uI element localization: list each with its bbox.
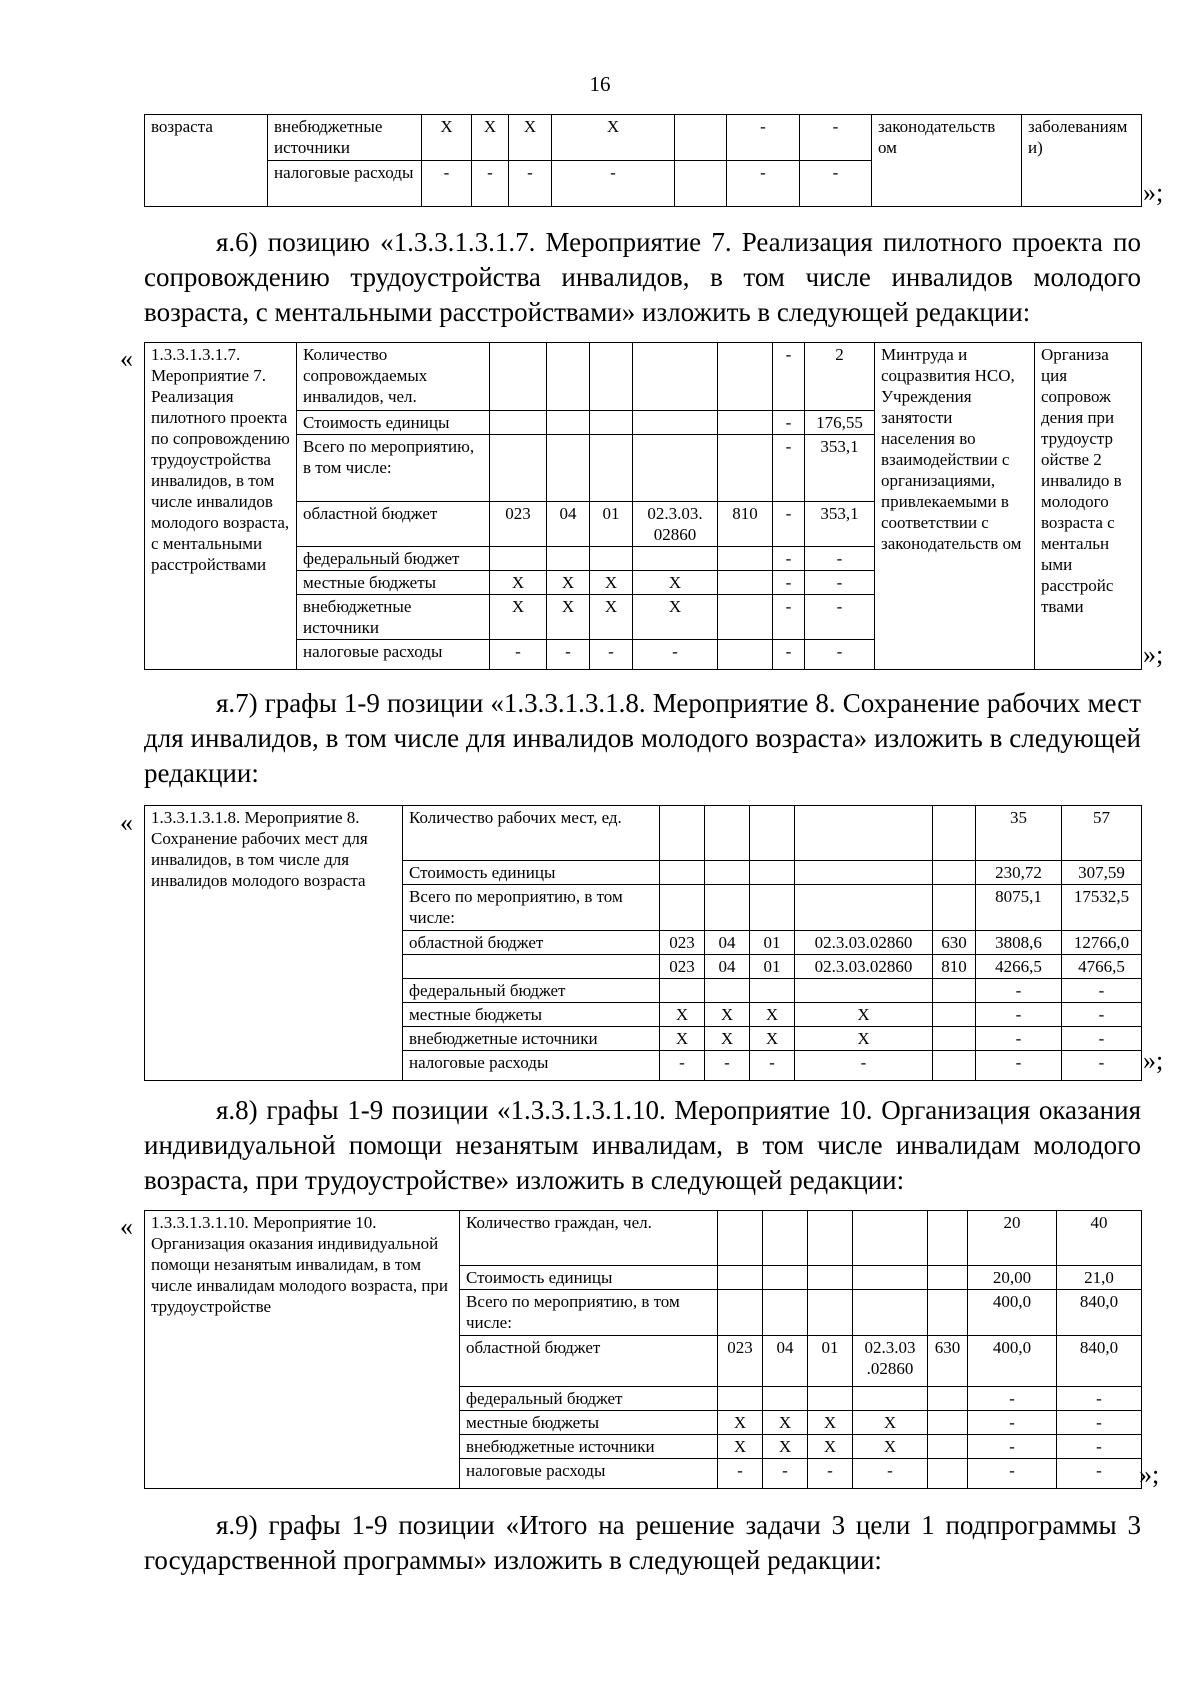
- table-cell: [933, 979, 976, 1003]
- table-cell: X: [472, 115, 509, 161]
- row-label: местные бюджеты: [460, 1411, 718, 1435]
- table-cell: X: [795, 1003, 933, 1027]
- table-cell: -: [805, 595, 875, 640]
- row-label: федеральный бюджет: [403, 979, 660, 1003]
- table-cell: 01: [808, 1336, 853, 1387]
- table-cell: [590, 547, 633, 571]
- table-cell: -: [660, 1051, 705, 1081]
- table-cell: 840,0: [1057, 1336, 1142, 1387]
- table-cell: [853, 1211, 928, 1266]
- table-cell: X: [718, 1411, 763, 1435]
- table-cell: 17532,5: [1062, 885, 1142, 931]
- table-cell: 810: [718, 502, 773, 547]
- table-cell: -: [705, 1051, 750, 1081]
- quote-close: »;: [1143, 640, 1164, 669]
- table-cell: 21,0: [1057, 1266, 1142, 1290]
- table-cell: 01: [750, 955, 795, 979]
- table-cell: X: [750, 1027, 795, 1051]
- table-cell: [853, 1387, 928, 1411]
- table-cell: [763, 1211, 808, 1266]
- table-cell: -: [773, 571, 805, 595]
- table-cell: [705, 885, 750, 931]
- table-cell: [718, 1387, 763, 1411]
- row-label: Количество граждан, чел.: [460, 1211, 718, 1266]
- quote-open: «: [120, 1212, 133, 1241]
- table-cell: [660, 861, 705, 885]
- table-cell: -: [1057, 1459, 1142, 1489]
- table-cell: 01: [590, 502, 633, 547]
- table-cell: -: [773, 595, 805, 640]
- table-cell: 02.3.03.02860: [795, 931, 933, 955]
- table-cell: [718, 571, 773, 595]
- table-cell: [490, 547, 547, 571]
- row-label: внебюджетные источники: [403, 1027, 660, 1051]
- table-cell: [795, 861, 933, 885]
- row-label: местные бюджеты: [297, 571, 490, 595]
- table-cell: -: [763, 1459, 808, 1489]
- table-cell: [718, 1211, 763, 1266]
- table-cell: -: [633, 640, 718, 670]
- table-cell: [490, 343, 547, 411]
- table-cell: [590, 343, 633, 411]
- table-cell: X: [705, 1003, 750, 1027]
- table-cell: -: [547, 640, 590, 670]
- table-cell: -: [976, 979, 1062, 1003]
- table-cell: -: [976, 1051, 1062, 1081]
- table-cell: [660, 979, 705, 1003]
- table-cell: [547, 435, 590, 502]
- table-cell: X: [547, 571, 590, 595]
- table-cell: -: [773, 411, 805, 435]
- table-cell: [718, 435, 773, 502]
- table-cell: [718, 640, 773, 670]
- table-cell: [808, 1290, 853, 1336]
- table-cell: [718, 547, 773, 571]
- table-cell: -: [1057, 1435, 1142, 1459]
- table-cell: -: [968, 1435, 1057, 1459]
- table-cell: 02.3.03 .02860: [853, 1336, 928, 1387]
- table-cell: X: [490, 595, 547, 640]
- table-cell: [750, 885, 795, 931]
- quote-close: »;: [1143, 178, 1164, 207]
- table-cell: X: [763, 1411, 808, 1435]
- table-cell: 8075,1: [976, 885, 1062, 931]
- table-cell: [808, 1266, 853, 1290]
- table-cell: [928, 1211, 968, 1266]
- table-cell: -: [1057, 1387, 1142, 1411]
- top-row1-label: внебюджетные источники: [268, 115, 422, 161]
- row-label: внебюджетные источники: [297, 595, 490, 640]
- row-label: федеральный бюджет: [297, 547, 490, 571]
- measure-7-name: 1.3.3.1.3.1.7. Мероприятие 7. Реализация пилотного проекта по сопровождению трудоустройства инвалидов, в том числе инвалидов молодого возраста, с ментальными расстройствами: [145, 343, 297, 670]
- table-cell: -: [718, 1459, 763, 1489]
- table-cell: [633, 411, 718, 435]
- row-label: Всего по мероприятию, в том числе:: [403, 885, 660, 931]
- table-cell: -: [805, 547, 875, 571]
- table-cell: -: [773, 547, 805, 571]
- row-label: Стоимость единицы: [297, 411, 490, 435]
- table-cell: [718, 411, 773, 435]
- table-cell: -: [773, 435, 805, 502]
- row-label: [403, 955, 660, 979]
- table-cell: -: [968, 1459, 1057, 1489]
- table-cell: -: [422, 161, 472, 207]
- quote-close: »;: [1139, 1460, 1160, 1489]
- table-cell: X: [705, 1027, 750, 1051]
- table-cell: -: [808, 1459, 853, 1489]
- table-cell: X: [490, 571, 547, 595]
- table-cell: [705, 979, 750, 1003]
- table-cell: -: [976, 1027, 1062, 1051]
- table-cell: [928, 1290, 968, 1336]
- quote-open: «: [120, 808, 133, 837]
- table-cell: 02.3.03. 02860: [633, 502, 718, 547]
- table-cell: 04: [705, 931, 750, 955]
- row-label: Стоимость единицы: [403, 861, 660, 885]
- table-cell: [705, 861, 750, 885]
- measure-8-name: 1.3.3.1.3.1.8. Мероприятие 8. Сохранение рабочих мест для инвалидов, в том числе для инвалидов молодого возраста: [145, 806, 403, 1081]
- table-cell: 04: [705, 955, 750, 979]
- measure-7-executor: Минтруда и соцразвития НСО, Учреждения занятости населения во взаимодействии с организациями, привлекаемыми в соответствии с законодательств ом: [875, 343, 1035, 670]
- table-cell: 840,0: [1057, 1290, 1142, 1336]
- row-label: областной бюджет: [403, 931, 660, 955]
- table-cell: [718, 1266, 763, 1290]
- table-cell: [718, 595, 773, 640]
- table-cell: 40: [1057, 1211, 1142, 1266]
- page-number: 16: [589, 72, 611, 96]
- table-cell: 023: [660, 955, 705, 979]
- quote-close: »;: [1143, 1046, 1164, 1075]
- table-cell: 04: [547, 502, 590, 547]
- table-cell: X: [590, 595, 633, 640]
- table-cell: [763, 1266, 808, 1290]
- paragraph-6: я.6) позицию «1.3.3.1.3.1.7. Мероприятие 7. Реализация пилотного проекта по сопровождению трудоустройства инвалидов, в том числе инвалидов молодого возраста, с ментальными расстройствами» изложить в следующей редакции:: [144, 227, 1141, 327]
- table-cell: 810: [933, 955, 976, 979]
- table-cell: [808, 1211, 853, 1266]
- table-cell: X: [808, 1411, 853, 1435]
- table-cell: [675, 161, 727, 207]
- table-cell: [750, 806, 795, 861]
- quote-open: «: [120, 344, 133, 373]
- table-cell: -: [490, 640, 547, 670]
- table-cell: -: [968, 1387, 1057, 1411]
- table-cell: 230,72: [976, 861, 1062, 885]
- table-cell: -: [552, 161, 675, 207]
- table-cell: -: [750, 1051, 795, 1081]
- table-cell: [853, 1290, 928, 1336]
- table-cell: 01: [750, 931, 795, 955]
- table-cell: [933, 1027, 976, 1051]
- table-cell: -: [1062, 979, 1142, 1003]
- table-cell: 12766,0: [1062, 931, 1142, 955]
- table-cell: X: [853, 1435, 928, 1459]
- table-cell: -: [1057, 1411, 1142, 1435]
- table-cell: [795, 885, 933, 931]
- table-cell: X: [552, 115, 675, 161]
- table-cell: 57: [1062, 806, 1142, 861]
- table-cell: X: [633, 571, 718, 595]
- table-measure-7: [144, 342, 1142, 670]
- table-cell: -: [968, 1411, 1057, 1435]
- table-cell: 023: [490, 502, 547, 547]
- table-cell: 04: [763, 1336, 808, 1387]
- table-cell: X: [795, 1027, 933, 1051]
- table-cell: 353,1: [805, 435, 875, 502]
- row-label: местные бюджеты: [403, 1003, 660, 1027]
- table-cell: X: [422, 115, 472, 161]
- table-cell: [763, 1290, 808, 1336]
- table-cell: -: [590, 640, 633, 670]
- table-cell: 35: [976, 806, 1062, 861]
- table-cell: [590, 411, 633, 435]
- table-cell: X: [509, 115, 552, 161]
- table-cell: -: [1062, 1027, 1142, 1051]
- table-cell: -: [509, 161, 552, 207]
- table-cell: [705, 806, 750, 861]
- top-executor: законодательств ом: [872, 115, 1022, 207]
- row-label: налоговые расходы: [403, 1051, 660, 1081]
- table-cell: [928, 1266, 968, 1290]
- paragraph-7: я.7) графы 1-9 позиции «1.3.3.1.3.1.8. Мероприятие 8. Сохранение рабочих мест для инвалидов, в том числе для инвалидов молодого возраста» изложить в следующей редакции:: [144, 688, 1141, 788]
- table-cell: [933, 861, 976, 885]
- table-cell: 353,1: [805, 502, 875, 547]
- paragraph-9: я.9) графы 1-9 позиции «Итого на решение задачи 3 цели 1 подпрограммы 3 государственной программы» изложить в следующей редакции:: [144, 1510, 1141, 1575]
- table-cell: [928, 1387, 968, 1411]
- table-cell: -: [795, 1051, 933, 1081]
- table-cell: [490, 411, 547, 435]
- table-cell: 20: [968, 1211, 1057, 1266]
- table-cell: -: [773, 502, 805, 547]
- row-label: налоговые расходы: [297, 640, 490, 670]
- row-label: Всего по мероприятию, в том числе:: [460, 1290, 718, 1336]
- table-cell: [933, 1051, 976, 1081]
- table-cell: [633, 343, 718, 411]
- table-cell: [718, 1290, 763, 1336]
- table-cell: -: [727, 161, 800, 207]
- top-table: [144, 114, 1142, 207]
- table-measure-10: [144, 1210, 1142, 1489]
- table-cell: -: [805, 571, 875, 595]
- table-cell: X: [547, 595, 590, 640]
- table-cell: [633, 435, 718, 502]
- table-cell: [547, 343, 590, 411]
- row-label: областной бюджет: [297, 502, 490, 547]
- row-label: Стоимость единицы: [460, 1266, 718, 1290]
- table-cell: 630: [933, 931, 976, 955]
- table-cell: -: [1062, 1003, 1142, 1027]
- table-cell: [660, 806, 705, 861]
- table-cell: [933, 806, 976, 861]
- table-cell: X: [808, 1435, 853, 1459]
- table-cell: -: [805, 640, 875, 670]
- table-cell: -: [800, 115, 872, 161]
- table-cell: -: [727, 115, 800, 161]
- top-row2-label: налоговые расходы: [268, 161, 422, 207]
- table-cell: 176,55: [805, 411, 875, 435]
- table-cell: 4766,5: [1062, 955, 1142, 979]
- table-cell: X: [660, 1027, 705, 1051]
- table-cell: -: [1062, 1051, 1142, 1081]
- table-cell: -: [853, 1459, 928, 1489]
- row-label: Всего по мероприятию, в том числе:: [297, 435, 490, 502]
- table-cell: [933, 1003, 976, 1027]
- row-label: Количество рабочих мест, ед.: [403, 806, 660, 861]
- table-cell: 307,59: [1062, 861, 1142, 885]
- table-cell: -: [773, 343, 805, 411]
- table-cell: X: [660, 1003, 705, 1027]
- row-label: областной бюджет: [460, 1336, 718, 1387]
- row-label: внебюджетные источники: [460, 1435, 718, 1459]
- table-cell: [633, 547, 718, 571]
- table-cell: X: [590, 571, 633, 595]
- table-cell: 023: [718, 1336, 763, 1387]
- table-cell: 400,0: [968, 1290, 1057, 1336]
- table-cell: [795, 979, 933, 1003]
- table-cell: [490, 435, 547, 502]
- table-cell: [750, 979, 795, 1003]
- table-cell: 2: [805, 343, 875, 411]
- table-cell: [928, 1411, 968, 1435]
- table-cell: [808, 1387, 853, 1411]
- table-cell: [853, 1266, 928, 1290]
- table-cell: X: [853, 1411, 928, 1435]
- row-label: налоговые расходы: [460, 1459, 718, 1489]
- table-cell: 4266,5: [976, 955, 1062, 979]
- top-col1: возраста: [145, 115, 268, 207]
- table-cell: X: [750, 1003, 795, 1027]
- paragraph-8: я.8) графы 1-9 позиции «1.3.3.1.3.1.10. Мероприятие 10. Организация оказания индивидуальной помощи незанятым инвалидам, в том числе инвалидам молодого возраста, при трудоустройстве» изложить в следующей редакции:: [144, 1095, 1141, 1195]
- table-cell: [547, 411, 590, 435]
- top-result: заболеваниям и): [1022, 115, 1142, 207]
- table-cell: -: [773, 640, 805, 670]
- table-cell: [928, 1459, 968, 1489]
- measure-7-result: Организа ция сопровож дения при трудоустр ойстве 2 инвалидо в молодого возраста с ментальн ыми расстройс твами: [1035, 343, 1142, 670]
- measure-10-name: 1.3.3.1.3.1.10. Мероприятие 10. Организация оказания индивидуальной помощи незанятым инвалидам, в том числе инвалидам молодого возраста, при трудоустройстве: [145, 1211, 460, 1489]
- table-cell: X: [633, 595, 718, 640]
- table-cell: 20,00: [968, 1266, 1057, 1290]
- table-cell: X: [718, 1435, 763, 1459]
- table-cell: [750, 861, 795, 885]
- table-measure-8: [144, 805, 1142, 1081]
- table-cell: [928, 1435, 968, 1459]
- table-cell: [763, 1387, 808, 1411]
- table-cell: 400,0: [968, 1336, 1057, 1387]
- table-cell: -: [976, 1003, 1062, 1027]
- table-cell: [590, 435, 633, 502]
- table-cell: [660, 885, 705, 931]
- table-cell: 3808,6: [976, 931, 1062, 955]
- table-cell: [933, 885, 976, 931]
- table-cell: [795, 806, 933, 861]
- table-cell: [675, 115, 727, 161]
- table-cell: X: [763, 1435, 808, 1459]
- table-cell: 630: [928, 1336, 968, 1387]
- row-label: федеральный бюджет: [460, 1387, 718, 1411]
- table-cell: [718, 343, 773, 411]
- table-cell: 02.3.03.02860: [795, 955, 933, 979]
- row-label: Количество сопровождаемых инвалидов, чел.: [297, 343, 490, 411]
- table-cell: 023: [660, 931, 705, 955]
- table-cell: -: [800, 161, 872, 207]
- table-cell: -: [472, 161, 509, 207]
- table-cell: [547, 547, 590, 571]
